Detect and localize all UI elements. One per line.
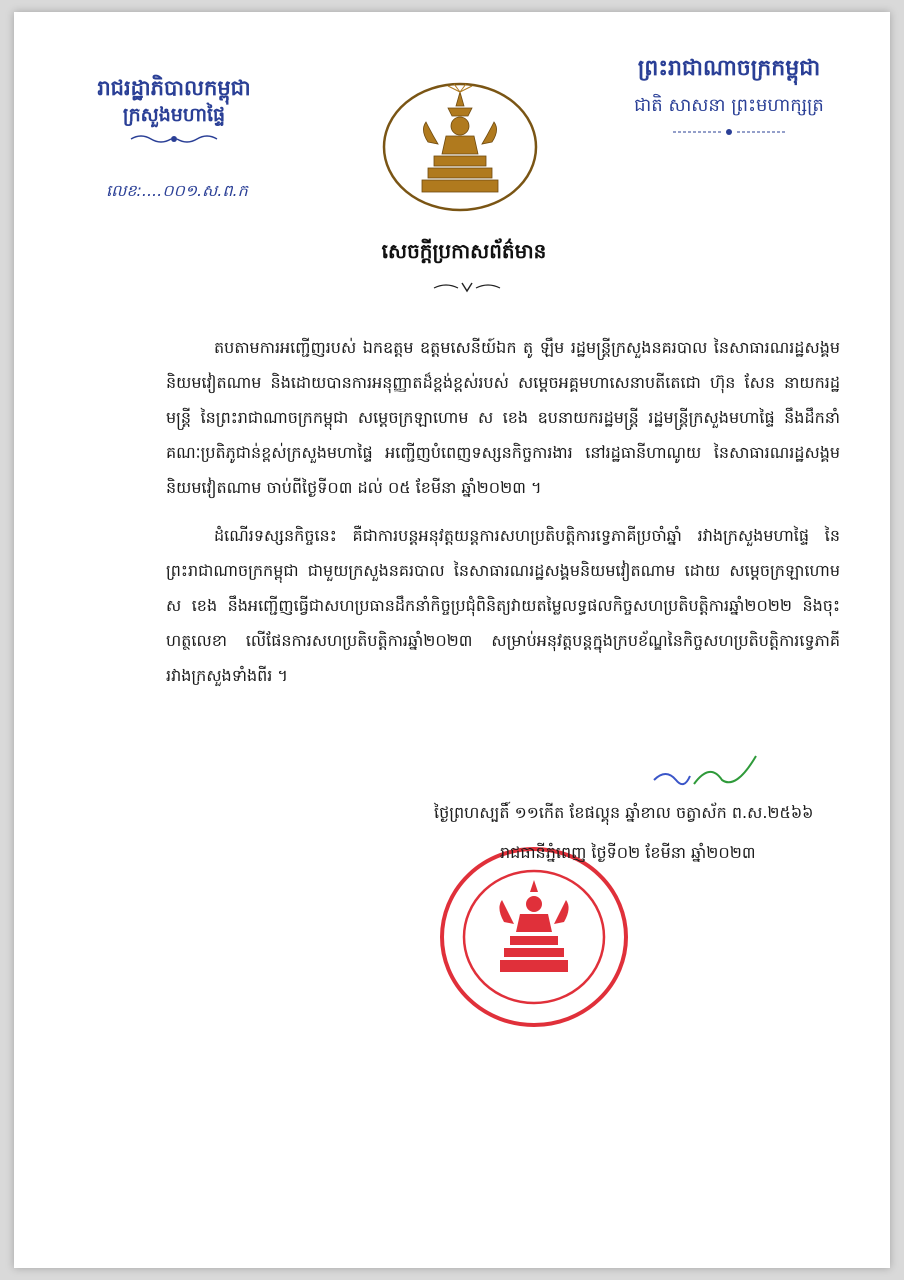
lunar-date: ថ្ងៃព្រហស្បតិ៍ ១១កើត ខែផល្គុន ឆ្នាំខាល ចត្វាស័ក ព.ស.២៥៦៦ xyxy=(434,803,814,822)
left-header xyxy=(74,74,274,146)
paragraph: តបតាមការអញ្ជើញរបស់ ឯកឧត្តម ឧត្តមសេនីយ៍ឯក តូ ឡឹម រដ្ឋមន្ត្រីក្រសួងនគរបាល នៃសាធារណរដ្ឋសង្គមនិយមវៀតណាម និងដោយបានការអនុញ្ញាតដ៏ខ្ពង់ខ្ពស់របស់ សម្ដេចអគ្គមហាសេនាបតីតេជោ ហ៊ុន សែន នាយករដ្ឋមន្ត្រី នៃព្រះរាជាណាចក្រកម្ពុជា សម្ដេចក្រឡាហោម ស ខេង ឧបនាយករដ្ឋមន្ត្រី រដ្ឋមន្ត្រីក្រសួងមហាផ្ទៃ នឹងដឹកនាំគណៈប្រតិភូជាន់ខ្ពស់ក្រសួងមហាផ្ទៃ អញ្ជើញបំពេញទស្សនកិច្ចការងារ នៅរដ្ឋធានីហាណូយ នៃសាធារណរដ្ឋសង្គមនិយមវៀតណាម ចាប់ពីថ្ងៃទី០៣ ដល់ ០៥ ខែមីនា ឆ្នាំ២០២៣ ។ xyxy=(166,338,840,497)
kingdom-name: ព្រះរាជាណាចក្រកម្ពុជា xyxy=(637,56,821,81)
initials-signature-icon xyxy=(650,750,760,800)
body-text xyxy=(166,330,840,706)
ministry-name: ក្រសួងមហាផ្ទៃ xyxy=(122,104,226,126)
official-seal-icon xyxy=(434,842,634,1032)
government-name: រាជរដ្ឋាភិបាលកម្ពុជា xyxy=(97,76,251,100)
page-title: សេចក្ដីប្រកាសព័ត៌មាន xyxy=(381,239,547,263)
ministry-emblem-icon xyxy=(382,82,538,212)
right-header xyxy=(604,54,854,138)
document-sheet xyxy=(14,12,890,1268)
reference-number: លេខ:....០០១.ស.ព.ក xyxy=(106,181,248,200)
ornament-icon xyxy=(669,126,789,138)
ornament-icon xyxy=(432,280,502,294)
solar-date: រាជធានីភ្នំពេញ ថ្ងៃទី០២ ខែមីនា ឆ្នាំ២០២៣ xyxy=(500,843,756,862)
ornament-icon xyxy=(129,132,219,146)
paragraph: ដំណើរទស្សនកិច្ចនេះ គឺជាការបន្តអនុវត្តយន្តការសហប្រតិបត្តិការទ្វេភាគីប្រចាំឆ្នាំ រវាងក្រសួងមហាផ្ទៃ នៃព្រះរាជាណាចក្រកម្ពុជា ជាមួយក្រសួងនគរបាល នៃសាធារណរដ្ឋសង្គមនិយមវៀតណាម ដោយ សម្ដេចក្រឡាហោម ស ខេង នឹងអញ្ជើញធ្វើជាសហប្រធានដឹកនាំកិច្ចប្រជុំពិនិត្យវាយតម្លៃលទ្ធផលកិច្ចសហប្រតិបត្តិការឆ្នាំ២០២២ និងចុះហត្ថលេខា លើផែនការសហប្រតិបត្តិការឆ្នាំ២០២៣ សម្រាប់អនុវត្តបន្តក្នុងក្របខ័ណ្ឌនៃកិច្ចសហប្រតិបត្តិការទ្វេភាគី រវាងក្រសួងទាំងពីរ ។ xyxy=(166,526,840,685)
national-motto: ជាតិ សាសនា ព្រះមហាក្សត្រ xyxy=(634,95,824,116)
